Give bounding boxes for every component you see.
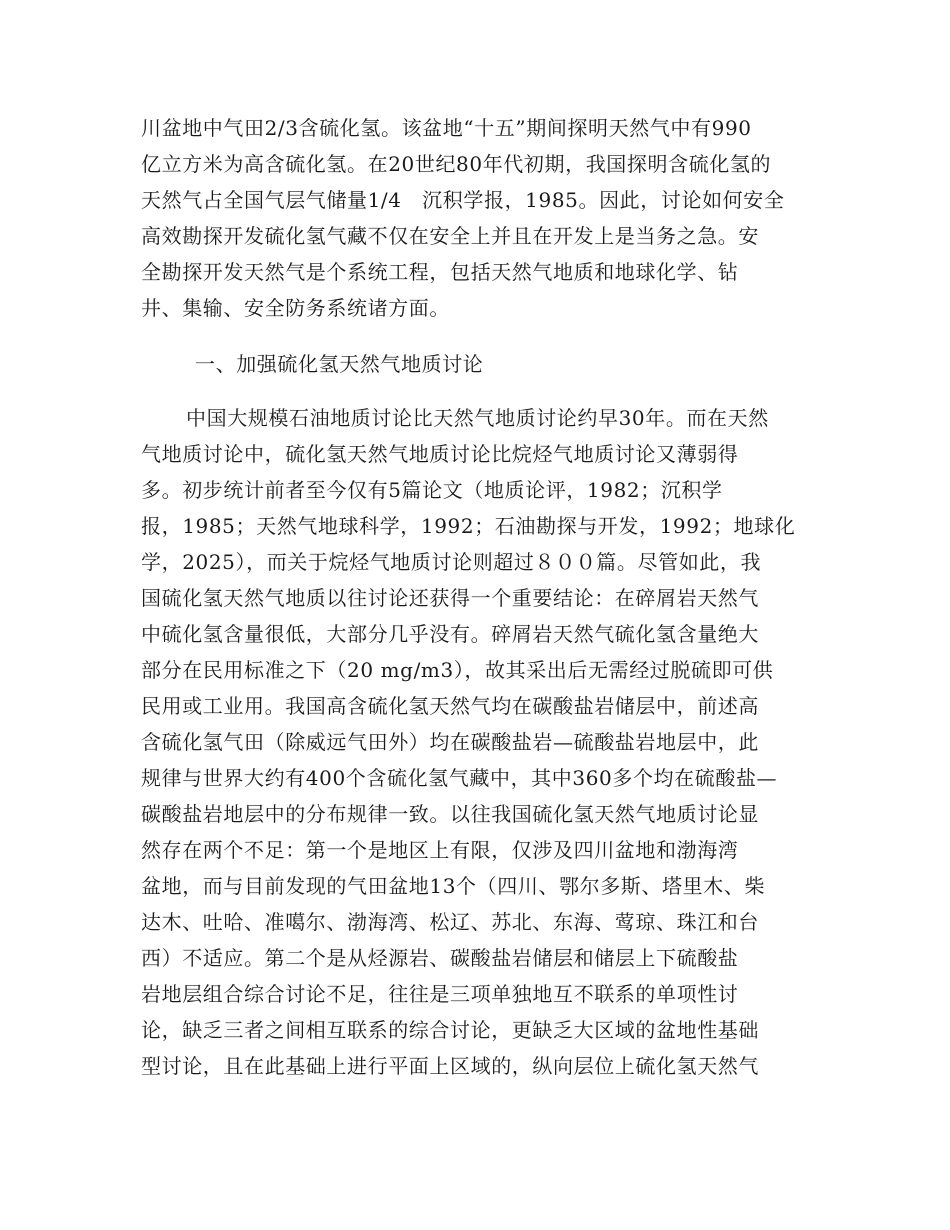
paragraph2-line-9: 民用或工业用。我国高含硫化氢天然气均在碳酸盐岩储层中，前述高 bbox=[141, 694, 759, 718]
paragraph1-line-5: 全勘探开发天然气是个系统工程，包括天然气地质和地球化学、钻 bbox=[141, 260, 739, 284]
paragraph2-line-15: 达木、吐哈、准噶尔、渤海湾、松辽、苏北、东海、莺琼、珠江和台 bbox=[141, 910, 759, 934]
paragraph2-line-1: 中国大规模石油地质讨论比天然气地质讨论约早30年。而在天然 bbox=[186, 406, 769, 430]
paragraph2-line-16: 西）不适应。第二个是从烃源岩、碳酸盐岩储层和储层上下硫酸盐 bbox=[141, 946, 739, 970]
paragraph2-line-4: 报，1985；天然气地球科学，1992；石油勘探与开发，1992；地球化 bbox=[141, 514, 796, 538]
paragraph2-line-5: 学，2025），而关于烷烃气地质讨论则超过８００篇。尽管如此，我 bbox=[141, 550, 762, 574]
paragraph1-line-3: 天然气占全国气层气储量1/4 沉积学报，1985。因此，讨论如何安全 bbox=[141, 188, 785, 212]
paragraph2-line-3: 多。初步统计前者至今仅有5篇论文（地质论评，1982；沉积学 bbox=[141, 478, 723, 502]
paragraph2-line-18: 论，缺乏三者之间相互联系的综合讨论，更缺乏大区域的盆地性基础 bbox=[141, 1018, 759, 1042]
paragraph2-line-17: 岩地层组合综合讨论不足，往往是三项单独地互不联系的单项性讨 bbox=[141, 982, 739, 1006]
paragraph1-line-2: 亿立方米为高含硫化氢。在20世纪80年代初期，我国探明含硫化氢的 bbox=[141, 152, 772, 176]
paragraph2-line-7: 中硫化氢含量很低，大部分几乎没有。碎屑岩天然气硫化氢含量绝大 bbox=[141, 622, 759, 646]
section-heading: 一、加强硫化氢天然气地质讨论 bbox=[195, 352, 484, 376]
paragraph2-line-11: 规律与世界大约有400个含硫化氢气藏中，其中360多个均在硫酸盐— bbox=[141, 766, 778, 790]
paragraph2-line-6: 国硫化氢天然气地质以往讨论还获得一个重要结论：在碎屑岩天然气 bbox=[141, 586, 759, 610]
paragraph1-line-4: 高效勘探开发硫化氢气藏不仅在安全上并且在开发上是当务之急。安 bbox=[141, 224, 759, 248]
paragraph1-line-6: 井、集输、安全防务系统诸方面。 bbox=[141, 296, 450, 320]
paragraph2-line-2: 气地质讨论中，硫化氢天然气地质讨论比烷烃气地质讨论又薄弱得 bbox=[141, 442, 739, 466]
paragraph2-line-14: 盆地，而与目前发现的气田盆地13个（四川、鄂尔多斯、塔里木、柴 bbox=[141, 874, 766, 898]
paragraph1-line-1: 川盆地中气田2/3含硫化氢。该盆地“十五”期间探明天然气中有990 bbox=[141, 116, 752, 140]
paragraph2-line-19: 型讨论，且在此基础上进行平面上区域的，纵向层位上硫化氢天然气 bbox=[141, 1054, 759, 1078]
paragraph2-line-10: 含硫化氢气田（除威远气田外）均在碳酸盐岩—硫酸盐岩地层中，此 bbox=[141, 730, 759, 754]
paragraph2-line-12: 碳酸盐岩地层中的分布规律一致。以往我国硫化氢天然气地质讨论显 bbox=[141, 802, 759, 826]
paragraph2-line-13: 然存在两个不足：第一个是地区上有限，仅涉及四川盆地和渤海湾 bbox=[141, 838, 739, 862]
paragraph2-line-8: 部分在民用标准之下（20 mg/m3），故其采出后无需经过脱硫即可供 bbox=[141, 658, 774, 682]
